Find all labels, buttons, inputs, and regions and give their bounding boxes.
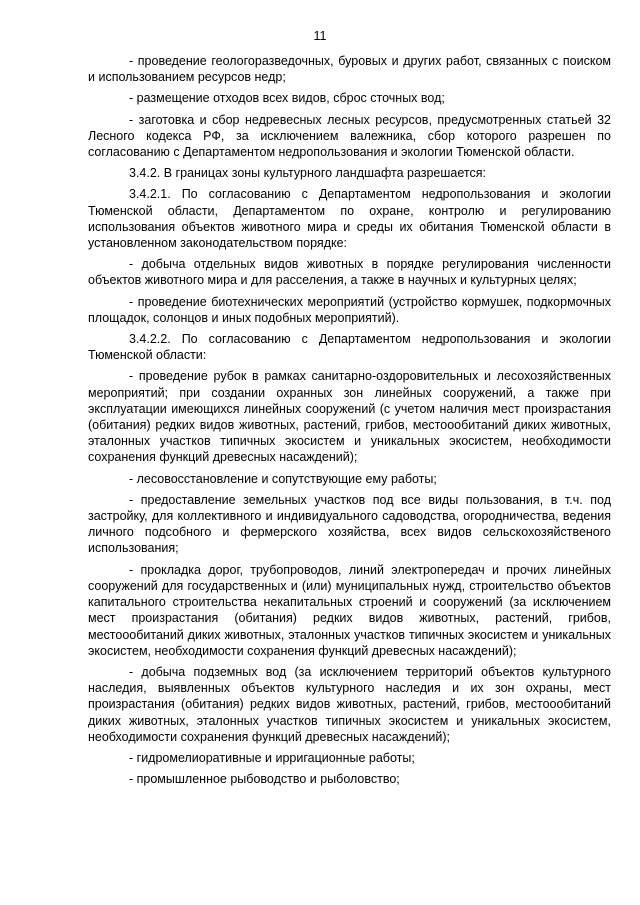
paragraph-animal-harvesting: - добыча отдельных видов животных в порядке регулирования численности объектов животного мира и для расселения, а также в научных и культурных целях;: [88, 257, 611, 288]
paragraph-groundwater-extraction: - добыча подземных вод (за исключением территорий объектов культурного наследия, выявленных объектов культурного наследия и их зон охраны, мест произрастания (обитания) редких видов животных, растений, грибов, местоообитаний диких животных, эталонных участков типичных экосистем и уникальных экосистем, необходимости сохранения функций древесных насаждений);: [88, 664, 611, 744]
paragraph-irrigation-works: - гидромелиоративные и ирригационные работы;: [129, 750, 415, 765]
subsection-3-4-2-2: 3.4.2.2. По согласованию с Департаментом недропользования и экологии Тюменской области:: [88, 332, 611, 363]
section-heading-3-4-2: 3.4.2. В границах зоны культурного ландшафта разрешается:: [129, 166, 486, 181]
paragraph-sanitary-felling: - проведение рубок в рамках санитарно-оздоровительных и лесохозяйственных мероприятий; при создании охранных зон линейных сооружений, а также при эксплуатации имеющихся линейных сооружений (с учетом наличия мест произрастания (обитания) редких видов животных, растений, грибов, местоообитаний диких животных, эталонных участков типичных экосистем и уникальных экосистем, необходимости сохранения функций древесных насаждений);: [88, 369, 611, 465]
paragraph-reforestation: - лесовосстановление и сопутствующие ему работы;: [129, 471, 437, 486]
paragraph-prohibited-non-timber-resources: - заготовка и сбор недревесных лесных ресурсов, предусмотренных статьей 32 Лесного кодекса РФ, за исключением валежника, сбор которого разрешен по согласованию с Департаментом недропользования и экологии Тюменской области.: [88, 112, 611, 160]
paragraph-prohibited-waste-disposal: - размещение отходов всех видов, сброс сточных вод;: [129, 91, 445, 106]
subsection-3-4-2-1: 3.4.2.1. По согласованию с Департаментом недропользования и экологии Тюменской области, Департаментом по охране, контролю и регулированию использования объектов животного мира и среды их обитания Тюменской области в установленном законодательством порядке:: [88, 187, 611, 251]
paragraph-fish-farming: - промышленное рыбоводство и рыболовство;: [129, 772, 400, 787]
paragraph-linear-infrastructure: - прокладка дорог, трубопроводов, линий электропередач и прочих линейных сооружений для государственных и (или) муниципальных нужд, строительство объектов капитального строительства некапитальных строений и сооружений (за исключением мест произрастания (обитания) редких видов животных, растений, грибов, местоообитаний диких животных, эталонных участков типичных экосистем и уникальных экосистем, необходимости сохранения функций древесных насаждений);: [88, 562, 611, 658]
paragraph-land-allocation: - предоставление земельных участков под все виды пользования, в т.ч. под застройку, для коллективного и индивидуального садоводства, огородничества, ведения личного подсобного и фермерского хозяйства, всех видов сельскохозяйственого использования;: [88, 492, 611, 556]
page-number: 11: [313, 29, 327, 43]
paragraph-biotechnical-measures: - проведение биотехнических мероприятий (устройство кормушек, подкормочных площадок, солонцов и иных подобных мероприятий).: [88, 294, 611, 325]
document-body: [88, 53, 611, 792]
paragraph-prohibited-geology-works: - проведение геологоразведочных, буровых и других работ, связанных с поиском и использованием ресурсов недр;: [88, 54, 611, 85]
